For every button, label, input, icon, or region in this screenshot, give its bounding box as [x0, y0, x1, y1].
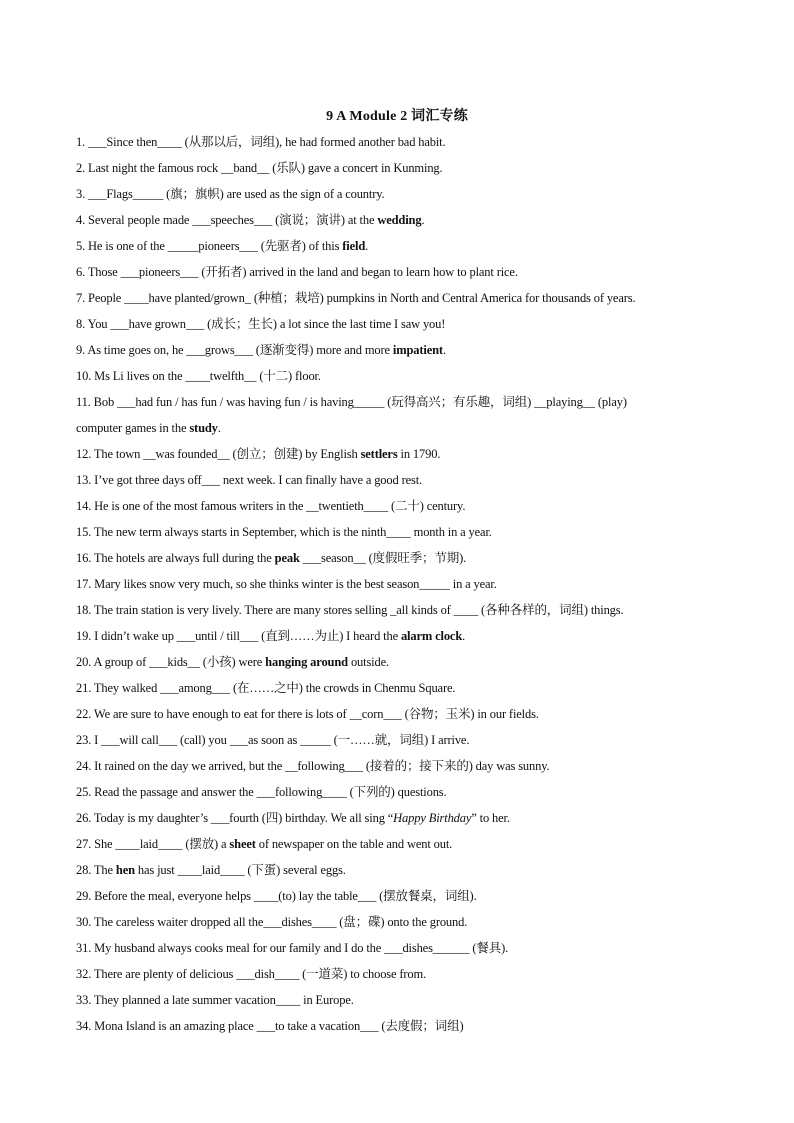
line-text: 25. Read the passage and answer the ___following____ (下列的) questions. — [76, 785, 447, 799]
line-text: 32. There are plenty of delicious ___dish____ (一道菜) to choose from. — [76, 967, 427, 981]
line-text: 8. You ___have grown___ (成长；生长) a lot since the last time I saw you! — [76, 317, 446, 331]
line-text: 4. Several people made ___speeches___ (演说；演讲) at the — [76, 213, 378, 227]
exercise-line — [76, 652, 726, 678]
exercise-line — [76, 834, 726, 860]
exercise-line — [76, 756, 726, 782]
exercise-line — [76, 522, 726, 548]
line-text: ___season__ (度假旺季；节期). — [299, 551, 467, 565]
exercise-line — [76, 990, 726, 1016]
exercise-line — [76, 366, 726, 392]
exercise-line — [76, 392, 726, 418]
line-text: 27. She ____laid____ (摆放) a — [76, 837, 230, 851]
line-text: 5. He is one of the _____pioneers___ (先驱者) of this — [76, 239, 343, 253]
line-text: 12. The town __was founded__ (创立；创建) by English — [76, 447, 361, 461]
bold-keyword: impatient — [392, 343, 443, 357]
line-text: 31. My husband always cooks meal for our family and I do the ___dishes______ (餐具). — [76, 941, 509, 955]
exercise-line — [76, 860, 726, 886]
exercise-line — [76, 132, 726, 158]
bold-keyword: alarm clock — [400, 629, 463, 643]
line-text: 17. Mary likes snow very much, so she thinks winter is the best season_____ in a year. — [76, 577, 497, 591]
exercise-line — [76, 886, 726, 912]
page-title: 9 A Module 2 词汇专练 — [326, 109, 468, 124]
exercise-line — [76, 626, 726, 652]
exercise-list — [76, 132, 726, 1042]
line-text: outside. — [347, 655, 389, 669]
exercise-line — [76, 418, 726, 444]
exercise-line — [76, 574, 726, 600]
line-text: 7. People ____have planted/grown_ (种植；栽培) pumpkins in North and Central America for thousands of years. — [76, 291, 636, 305]
line-text: 21. They walked ___among___ (在……之中) the crowds in Chenmu Square. — [76, 681, 456, 695]
bold-keyword: settlers — [360, 447, 398, 461]
exercise-line — [76, 808, 726, 834]
exercise-line — [76, 288, 726, 314]
exercise-line — [76, 678, 726, 704]
line-text: 23. I ___will call___ (call) you ___as soon as _____ (一……就，词组) I arrive. — [76, 733, 470, 747]
exercise-line — [76, 1016, 726, 1042]
line-text: . — [365, 239, 369, 253]
exercise-line — [76, 314, 726, 340]
exercise-line — [76, 964, 726, 990]
exercise-line — [76, 262, 726, 288]
bold-keyword: field — [342, 239, 366, 253]
bold-keyword: hanging around — [265, 655, 348, 669]
bold-keyword: sheet — [229, 837, 256, 851]
line-text: 13. I’ve got three days off___ next week. I can finally have a good rest. — [76, 473, 422, 487]
line-text: 30. The careless waiter dropped all the___dishes____ (盘；碟) onto the ground. — [76, 915, 468, 929]
line-text: 22. We are sure to have enough to eat for there is lots of __corn___ (谷物；玉米) in our fields. — [76, 707, 539, 721]
exercise-line — [76, 184, 726, 210]
line-text: 26. Today is my daughter’s ___fourth (四) birthday. We all sing “ — [76, 811, 394, 825]
line-text: 16. The hotels are always full during the — [76, 551, 275, 565]
line-text: 2. Last night the famous rock __band__ (乐队) gave a concert in Kunming. — [76, 161, 443, 175]
exercise-line — [76, 600, 726, 626]
line-text: 24. It rained on the day we arrived, but the __following___ (接着的；接下来的) day was sunny. — [76, 759, 550, 773]
line-text: of newspaper on the table and went out. — [255, 837, 453, 851]
line-text: 15. The new term always starts in September, which is the ninth____ month in a year. — [76, 525, 492, 539]
line-text: 33. They planned a late summer vacation____ in Europe. — [76, 993, 354, 1007]
line-text: . — [462, 629, 466, 643]
line-text: 34. Mona Island is an amazing place ___to take a vacation___ (去度假；词组) — [76, 1019, 464, 1033]
line-text: 18. The train station is very lively. There are many stores selling _all kinds of ____ (各种各样的，词组) things. — [76, 603, 624, 617]
line-text: 3. ___Flags_____ (旗；旗帜) are used as the sign of a country. — [76, 187, 385, 201]
bold-keyword: study — [189, 421, 218, 435]
line-text: 14. He is one of the most famous writers in the __twentieth____ (二十) century. — [76, 499, 466, 513]
bold-keyword: hen — [115, 863, 135, 877]
line-text: 10. Ms Li lives on the ____twelfth__ (十二) floor. — [76, 369, 321, 383]
exercise-line — [76, 704, 726, 730]
line-text: 19. I didn’t wake up ___until / till___ (直到……为止) I heard the — [76, 629, 401, 643]
line-text: has just ____laid____ (下蛋) several eggs. — [134, 863, 346, 877]
line-text: computer games in the — [76, 421, 190, 435]
line-text: in 1790. — [397, 447, 441, 461]
italic-title: Happy Birthday — [393, 811, 472, 825]
line-text: ” to her. — [471, 811, 510, 825]
exercise-line — [76, 210, 726, 236]
line-text: . — [442, 343, 446, 357]
exercise-line — [76, 158, 726, 184]
bold-keyword: peak — [274, 551, 300, 565]
bold-keyword: wedding — [377, 213, 422, 227]
exercise-line — [76, 470, 726, 496]
line-text: . — [421, 213, 425, 227]
exercise-line — [76, 548, 726, 574]
exercise-line — [76, 782, 726, 808]
line-text: . — [217, 421, 221, 435]
exercise-line — [76, 444, 726, 470]
line-text: 29. Before the meal, everyone helps ____(to) lay the table___ (摆放餐桌，词组). — [76, 889, 477, 903]
exercise-line — [76, 496, 726, 522]
exercise-line — [76, 938, 726, 964]
line-text: 9. As time goes on, he ___grows___ (逐渐变得) more and more — [76, 343, 393, 357]
line-text: 6. Those ___pioneers___ (开拓者) arrived in the land and began to learn how to plant rice. — [76, 265, 518, 279]
line-text: 20. A group of ___kids__ (小孩) were — [76, 655, 266, 669]
line-text: 28. The — [76, 863, 116, 877]
exercise-line — [76, 236, 726, 262]
exercise-line — [76, 340, 726, 366]
exercise-line — [76, 912, 726, 938]
line-text: 11. Bob ___had fun / has fun / was having fun / is having_____ (玩得高兴；有乐趣，词组) __playing__ (play) — [76, 395, 627, 409]
exercise-line — [76, 730, 726, 756]
line-text: 1. ___Since then____ (从那以后，词组), he had formed another bad habit. — [76, 135, 446, 149]
